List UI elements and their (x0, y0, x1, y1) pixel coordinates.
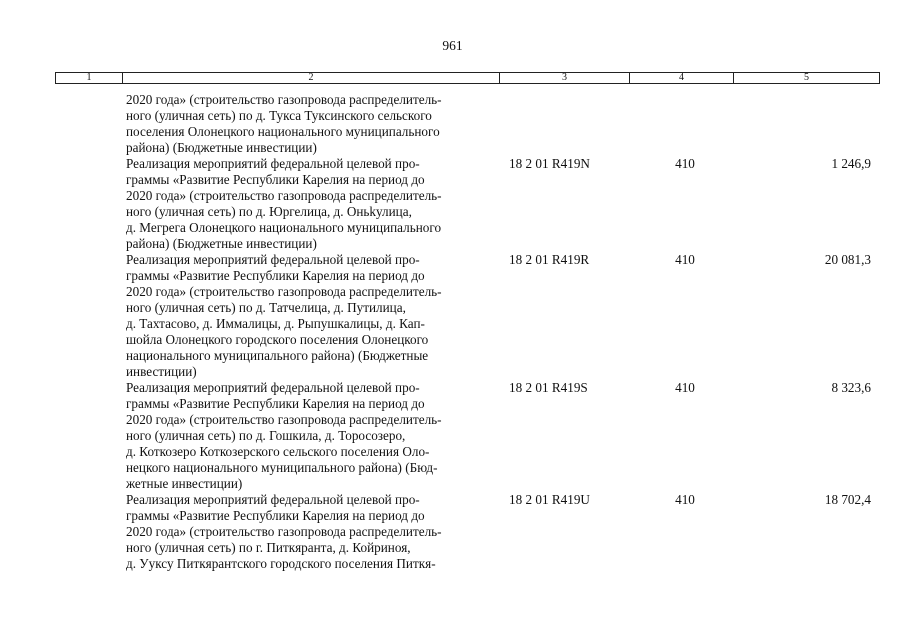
row-expense-type: 410 (675, 492, 695, 507)
description-line: д. Мегрега Олонецкого национального муниципального (126, 220, 442, 235)
description-line: 2020 года» (строительство газопровода распределитель- (126, 92, 442, 107)
column-number-3: 3 (500, 73, 630, 83)
description-line: д. Ууксу Питкярантского городского поселения Питкя- (126, 556, 436, 571)
row-amount: 8 323,6 (831, 380, 871, 395)
description-line: д. Тахтасово, д. Иммалицы, д. Рыпушкалицы, д. Кап- (126, 316, 425, 331)
column-number-2: 2 (123, 73, 500, 83)
row-expense-type: 410 (675, 252, 695, 267)
description-line: ного (уличная сеть) по г. Питкяранта, д. Койриноя, (126, 540, 411, 555)
description-line: инвестиции) (126, 364, 197, 379)
row-amount: 1 246,9 (831, 156, 871, 171)
row-target-article-code: 18 2 01 R419R (509, 252, 590, 267)
description-line: нецкого национального муниципального района) (Бюд- (126, 460, 438, 475)
row-description (126, 92, 503, 156)
table-row (55, 380, 880, 492)
table-column-numbers (55, 72, 880, 84)
description-line: поселения Олонецкого национального муниципального (126, 124, 440, 139)
description-line: ного (уличная сеть) по д. Тукса Туксинского сельского (126, 108, 432, 123)
description-line: жетные инвестиции) (126, 476, 243, 491)
row-expense-type: 410 (675, 380, 695, 395)
table-row (55, 92, 880, 156)
row-target-article-code: 18 2 01 R419S (509, 380, 588, 395)
row-amount: 20 081,3 (824, 252, 871, 267)
description-line: шойла Олонецкого городского поселения Олонецкого (126, 332, 429, 347)
description-line: граммы «Развитие Республики Карелия на период до (126, 508, 425, 523)
table-body (55, 92, 880, 572)
table-row (55, 492, 880, 572)
row-description (126, 252, 503, 380)
table-row (55, 156, 880, 252)
description-line: граммы «Развитие Республики Карелия на период до (126, 268, 425, 283)
table-row (55, 252, 880, 380)
description-line: 2020 года» (строительство газопровода распределитель- (126, 188, 442, 203)
description-line: ного (уличная сеть) по д. Татчелица, д. Путилица, (126, 300, 406, 315)
page-number: 961 (442, 38, 463, 53)
row-description (126, 380, 503, 492)
description-line: граммы «Развитие Республики Карелия на период до (126, 396, 425, 411)
description-line: ного (уличная сеть) по д. Юргелица, д. Оньkулица, (126, 204, 412, 219)
description-line: ного (уличная сеть) по д. Гошкила, д. Торосозеро, (126, 428, 406, 443)
description-line: 2020 года» (строительство газопровода распределитель- (126, 284, 442, 299)
description-line: д. Коткозеро Коткозерского сельского поселения Оло- (126, 444, 430, 459)
description-line: 2020 года» (строительство газопровода распределитель- (126, 412, 442, 427)
column-number-1: 1 (56, 73, 123, 83)
column-number-4: 4 (630, 73, 734, 83)
description-line: Реализация мероприятий федеральной целевой про- (126, 380, 420, 395)
row-description (126, 492, 503, 572)
column-number-5: 5 (804, 72, 809, 83)
row-target-article-code: 18 2 01 R419N (509, 156, 590, 171)
row-target-article-code: 18 2 01 R419U (509, 492, 590, 507)
description-line: Реализация мероприятий федеральной целевой про- (126, 252, 420, 267)
description-line: Реализация мероприятий федеральной целевой про- (126, 156, 420, 171)
row-expense-type: 410 (675, 156, 695, 171)
description-line: 2020 года» (строительство газопровода распределитель- (126, 524, 442, 539)
description-line: Реализация мероприятий федеральной целевой про- (126, 492, 420, 507)
row-amount: 18 702,4 (824, 492, 871, 507)
description-line: граммы «Развитие Республики Карелия на период до (126, 172, 425, 187)
description-line: района) (Бюджетные инвестиции) (126, 236, 317, 251)
row-description (126, 156, 503, 252)
description-line: национального муниципального района) (Бюджетные (126, 348, 429, 363)
description-line: района) (Бюджетные инвестиции) (126, 140, 317, 155)
